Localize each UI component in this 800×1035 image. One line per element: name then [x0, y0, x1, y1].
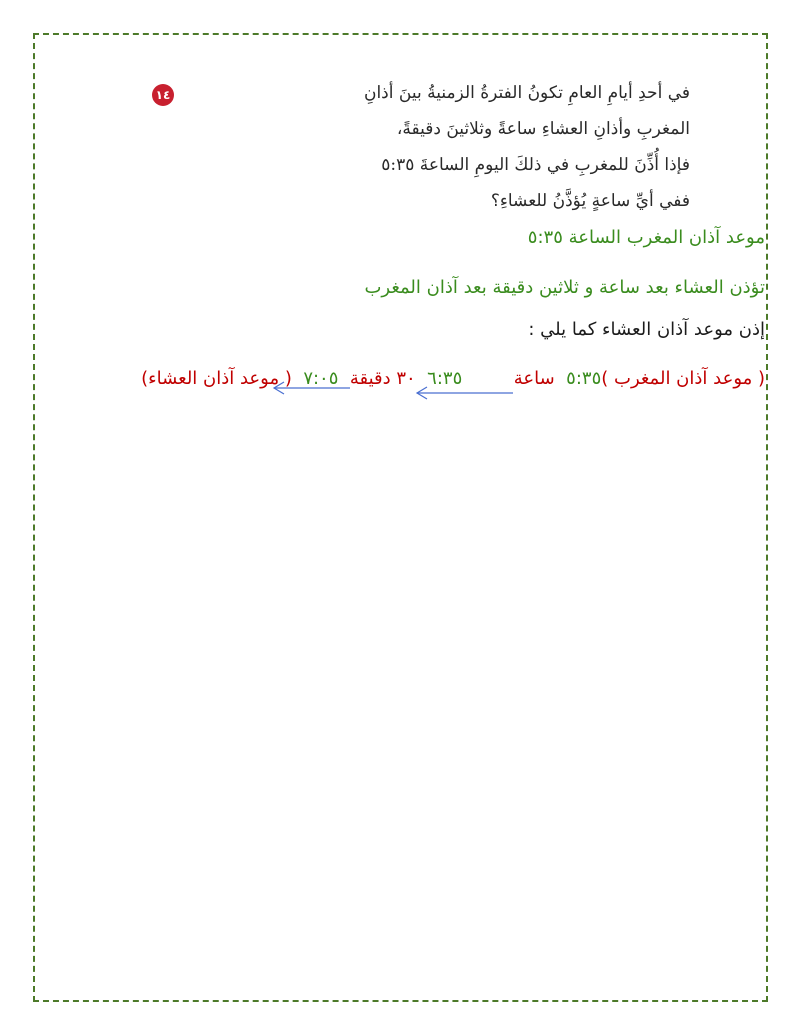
calc-maghrib-label: ( موعد آذان المغرب ) — [601, 368, 765, 389]
question-line: في أحدِ أيامِ العامِ تكونُ الفترةُ الزمنيةُ بينَ أذانِ — [363, 83, 690, 103]
answer-maghrib-time: موعد آذان المغرب الساعة ٥:٣٥ — [527, 227, 765, 248]
arrow-left-icon — [272, 381, 352, 395]
calc-maghrib-time: ٥:٣٥ — [566, 368, 602, 389]
question-line: ففي أيِّ ساعةٍ يُؤذَّنُ للعشاءِ؟ — [490, 191, 690, 211]
question-text — [170, 75, 690, 219]
calc-step2-label: ٣٠ دقيقة — [349, 368, 416, 389]
question-line: المغربِ وأذانِ العشاءِ ساعةً وثلاثينَ دقيقةً، — [396, 119, 690, 139]
calc-mid-time: ٦:٣٥ — [427, 368, 463, 389]
answer-interval: تؤذن العشاء بعد ساعة و ثلاثين دقيقة بعد آذان المغرب — [364, 277, 765, 298]
answer-intro: إذن موعد آذان العشاء كما يلي : — [528, 319, 765, 340]
calc-isha-time: ٧:٠٥ — [303, 368, 339, 389]
arrow-left-icon — [415, 386, 515, 400]
question-line: فإذا أُذِّنَ للمغربِ في ذلكَ اليومِ الساعةَ ٥:٣٥ — [381, 155, 690, 175]
question-number-badge: ١٤ — [152, 84, 174, 106]
calc-isha-label: ( موعد آذان العشاء) — [141, 368, 292, 389]
calc-step1-label: ساعة — [513, 368, 555, 389]
